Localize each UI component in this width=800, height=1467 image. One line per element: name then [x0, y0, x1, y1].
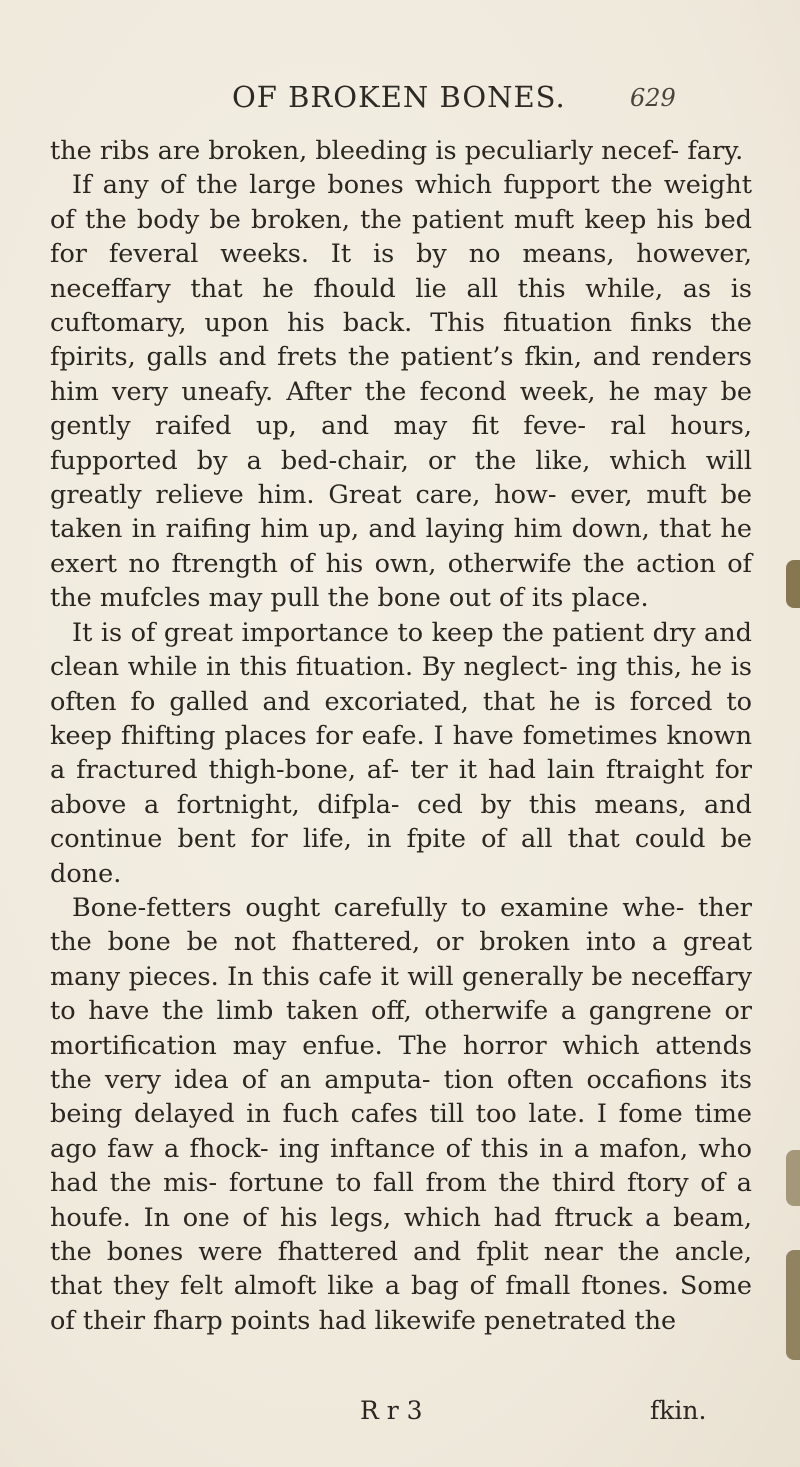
body-text	[50, 134, 752, 1338]
running-head-title: OF BROKEN BONES.	[232, 80, 566, 114]
signature-mark: R r 3	[360, 1396, 423, 1425]
paragraph: It is of great importance to keep the patient dry and clean while in this fituation. By neglect- ing this, he is often fo galled and excoriated, that he is forced to keep fhifting places for eafe. I have fometimes known a fractured thigh-bone, af- ter it had lain ftraight for above a fortnight, difpla- ced by this means, and continue bent for life, in fpite of all that could be done.	[50, 617, 752, 889]
edge-stain	[786, 1150, 800, 1206]
paragraph-continued: the ribs are broken, bleeding is peculiarly necef- fary.	[50, 136, 744, 166]
paragraph: Bone-fetters ought carefully to examine whe- ther the bone be not fhattered, or broken into a great many pieces. In this cafe it will generally be neceffary to have the limb taken off, otherwife a gangrene or mortification may enfue. The horror which attends the very idea of an amputa- tion often occafions its being delayed in fuch cafes till too late. I fome time ago faw a fhock- ing inftance of this in a mafon, who had the mis- fortune to fall from the third ftory of a houfe. In one of his legs, which had ftruck a beam, the bones were fhattered and fplit near the ancle, that they felt almoft like a bag of fmall ftones. Some of their fharp points had likewife penetrated the	[50, 892, 752, 1336]
paragraph: If any of the large bones which fupport the weight of the body be broken, the patient muft keep his bed for feveral weeks. It is by no means, however, neceffary that he fhould lie all this while, as is cuftomary, upon his back. This fituation finks the fpirits, galls and frets the patient’s fkin, and renders him very uneafy. After the fecond week, he may be gently raifed up, and may fit feve- ral hours, fupported by a bed-chair, or the like, which will greatly relieve him. Great care, how- ever, muft be taken in raifing him up, and laying him down, that he exert no ftrength of his own, otherwife the action of the mufcles may pull the bone out of its place.	[50, 170, 752, 614]
edge-stain	[786, 560, 800, 608]
running-head	[0, 80, 800, 120]
page-number: 629	[630, 84, 676, 112]
edge-stain	[786, 1250, 800, 1360]
catchword: fkin.	[650, 1396, 707, 1425]
page-footer	[0, 1396, 800, 1432]
